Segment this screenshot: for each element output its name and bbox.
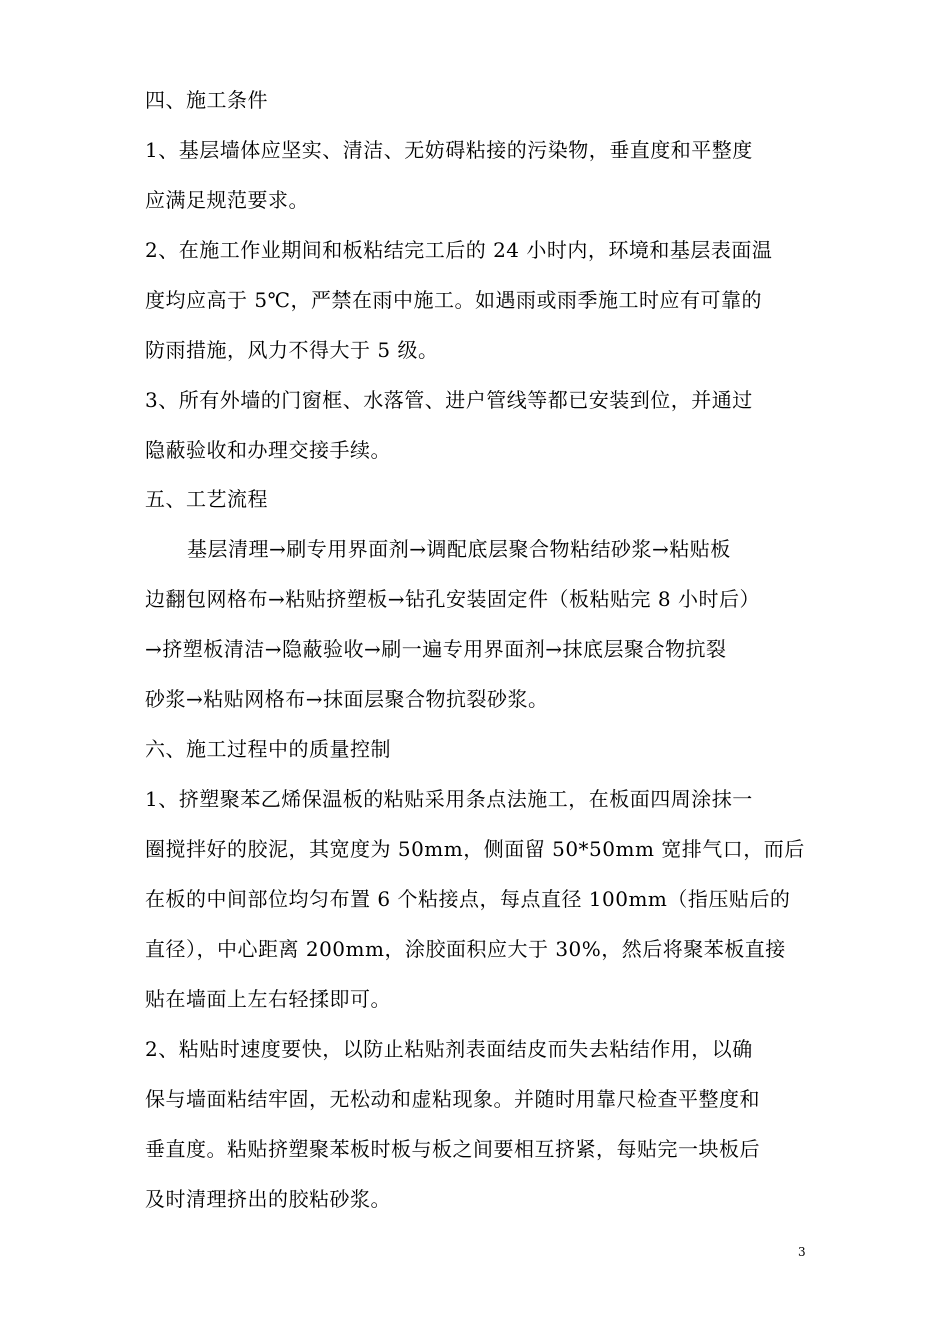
text-line: 贴在墙面上左右轻揉即可。 xyxy=(145,987,391,1011)
text-line: 保与墙面粘结牢固，无松动和虚粘现象。并随时用靠尺检查平整度和 xyxy=(145,1087,760,1111)
text-line: 隐蔽验收和办理交接手续。 xyxy=(145,438,391,462)
text-line: 垂直度。粘贴挤塑聚苯板时板与板之间要相互挤紧，每贴完一块板后 xyxy=(145,1137,760,1161)
text-line: 防雨措施，风力不得大于 5 级。 xyxy=(145,338,439,362)
heading-construction-conditions: 四、施工条件 xyxy=(145,88,268,112)
text-line: 应满足规范要求。 xyxy=(145,188,309,212)
text-line: 及时清理挤出的胶粘砂浆。 xyxy=(145,1187,391,1211)
text-line: 直径），中心距离 200mm，涂胶面积应大于 30%，然后将聚苯板直接 xyxy=(145,937,786,961)
text-line: 圈搅拌好的胶泥，其宽度为 50mm，侧面留 50*50mm 宽排气口，而后 xyxy=(145,837,805,861)
text-line: 1、基层墙体应坚实、清洁、无妨碍粘接的污染物，垂直度和平整度 xyxy=(145,138,753,162)
page-number: 3 xyxy=(798,1245,806,1259)
text-line: 在板的中间部位均匀布置 6 个粘接点，每点直径 100mm（指压贴后的 xyxy=(145,887,791,911)
text-line: →挤塑板清洁→隐蔽验收→刷一遍专用界面剂→抹底层聚合物抗裂 xyxy=(145,637,727,661)
text-line: 基层清理→刷专用界面剂→调配底层聚合物粘结砂浆→粘贴板 xyxy=(187,537,731,561)
text-line: 3、所有外墙的门窗框、水落管、进户管线等都已安装到位，并通过 xyxy=(145,388,753,412)
heading-quality-control: 六、施工过程中的质量控制 xyxy=(145,737,391,761)
heading-process-flow: 五、工艺流程 xyxy=(145,487,268,511)
text-line: 2、在施工作业期间和板粘结完工后的 24 小时内，环境和基层表面温 xyxy=(145,238,773,262)
text-line: 边翻包网格布→粘贴挤塑板→钻孔安装固定件（板粘贴完 8 小时后） xyxy=(145,587,760,611)
text-line: 度均应高于 5℃，严禁在雨中施工。如遇雨或雨季施工时应有可靠的 xyxy=(145,288,762,312)
text-line: 砂浆→粘贴网格布→抹面层聚合物抗裂砂浆。 xyxy=(145,687,549,711)
text-line: 1、挤塑聚苯乙烯保温板的粘贴采用条点法施工，在板面四周涂抹一 xyxy=(145,787,753,811)
text-line: 2、粘贴时速度要快，以防止粘贴剂表面结皮而失去粘结作用，以确 xyxy=(145,1037,753,1061)
